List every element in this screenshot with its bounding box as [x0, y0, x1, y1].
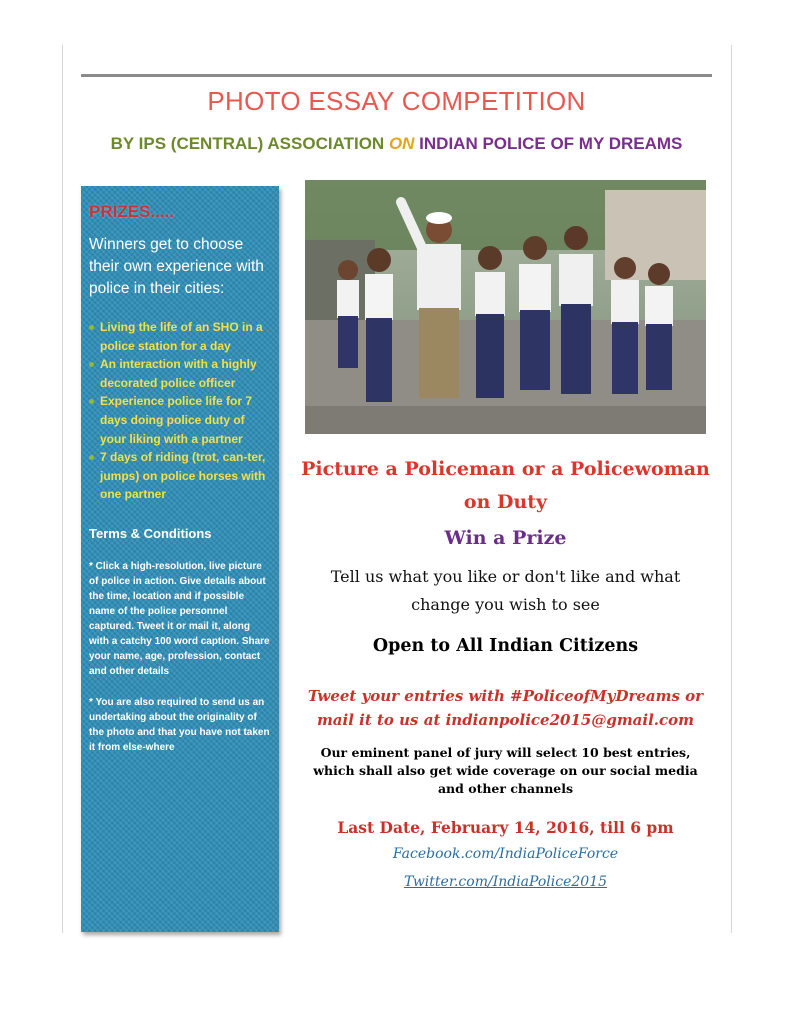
prizes-intro: Winners get to choose their own experience with police in their cities: — [89, 236, 264, 297]
prizes-sidebar — [81, 186, 279, 932]
page-margin-line-right — [731, 45, 732, 933]
prize-item-text: Experience police life for 7 days doing police duty of your liking with a partner — [100, 394, 253, 446]
prize-item-text: 7 days of riding (trot, can-ter, jumps) on police horses with one partner — [100, 450, 266, 502]
jury-text: Our eminent panel of jury will select 10 best entries, which shall also get wide coverage on our social media and other channels — [313, 745, 698, 796]
open-to-all-text: Open to All Indian Citizens — [372, 636, 639, 656]
prize-item-text: Living the life of an SHO in a police station for a day — [100, 320, 263, 353]
prize-item — [89, 355, 270, 392]
prize-item-text: An interaction with a highly decorated police officer — [100, 357, 257, 390]
subtitle-on: ON — [388, 134, 415, 153]
header-rule — [81, 74, 712, 77]
prize-item — [89, 392, 270, 448]
bullet-icon — [89, 325, 94, 330]
subtitle-by: BY IPS (CENTRAL) ASSOCIATION — [110, 134, 389, 153]
last-date-text: Last Date, February 14, 2016, till 6 pm — [337, 818, 674, 837]
tweet-entries-text: Tweet your entries with #PoliceofMyDreams or mail it to us at indianpolice2015@gmail.com — [307, 687, 704, 729]
tell-us-text: Tell us what you like or don't like and what change you wish to see — [330, 567, 681, 614]
subtitle-topic: INDIAN POLICE OF MY DREAMS — [414, 134, 683, 153]
page-title: PHOTO ESSAY COMPETITION — [207, 86, 586, 116]
headline: Picture a Policeman or a Policewoman on Duty — [301, 458, 710, 513]
prize-item — [89, 448, 270, 504]
bullet-icon — [89, 455, 94, 460]
terms-heading: Terms & Conditions — [89, 525, 212, 541]
facebook-link[interactable]: Facebook.com/IndiaPoliceForce — [392, 846, 619, 862]
police-photo — [305, 180, 706, 434]
bullet-icon — [89, 362, 94, 367]
terms-paragraph: * Click a high-resolution, live picture of police in action. Give details about the time, location and if possible name of the police personnel captured. Tweet it or mail it, along with a catchy 100 word caption. Share your name, age, profession, contact and other details — [89, 560, 270, 677]
prizes-heading: PRIZES..... — [89, 202, 175, 221]
terms-paragraph: * You are also required to send us an undertaking about the originality of the photo and that you have not taken it from else-where — [89, 696, 270, 753]
win-prize-text: Win a Prize — [444, 527, 567, 549]
bullet-icon — [89, 399, 94, 404]
page-margin-line-left — [62, 45, 63, 933]
prize-list — [89, 318, 270, 504]
twitter-link[interactable]: Twitter.com/IndiaPolice2015 — [403, 874, 608, 890]
prize-item — [89, 318, 270, 355]
page-subtitle — [81, 134, 712, 154]
